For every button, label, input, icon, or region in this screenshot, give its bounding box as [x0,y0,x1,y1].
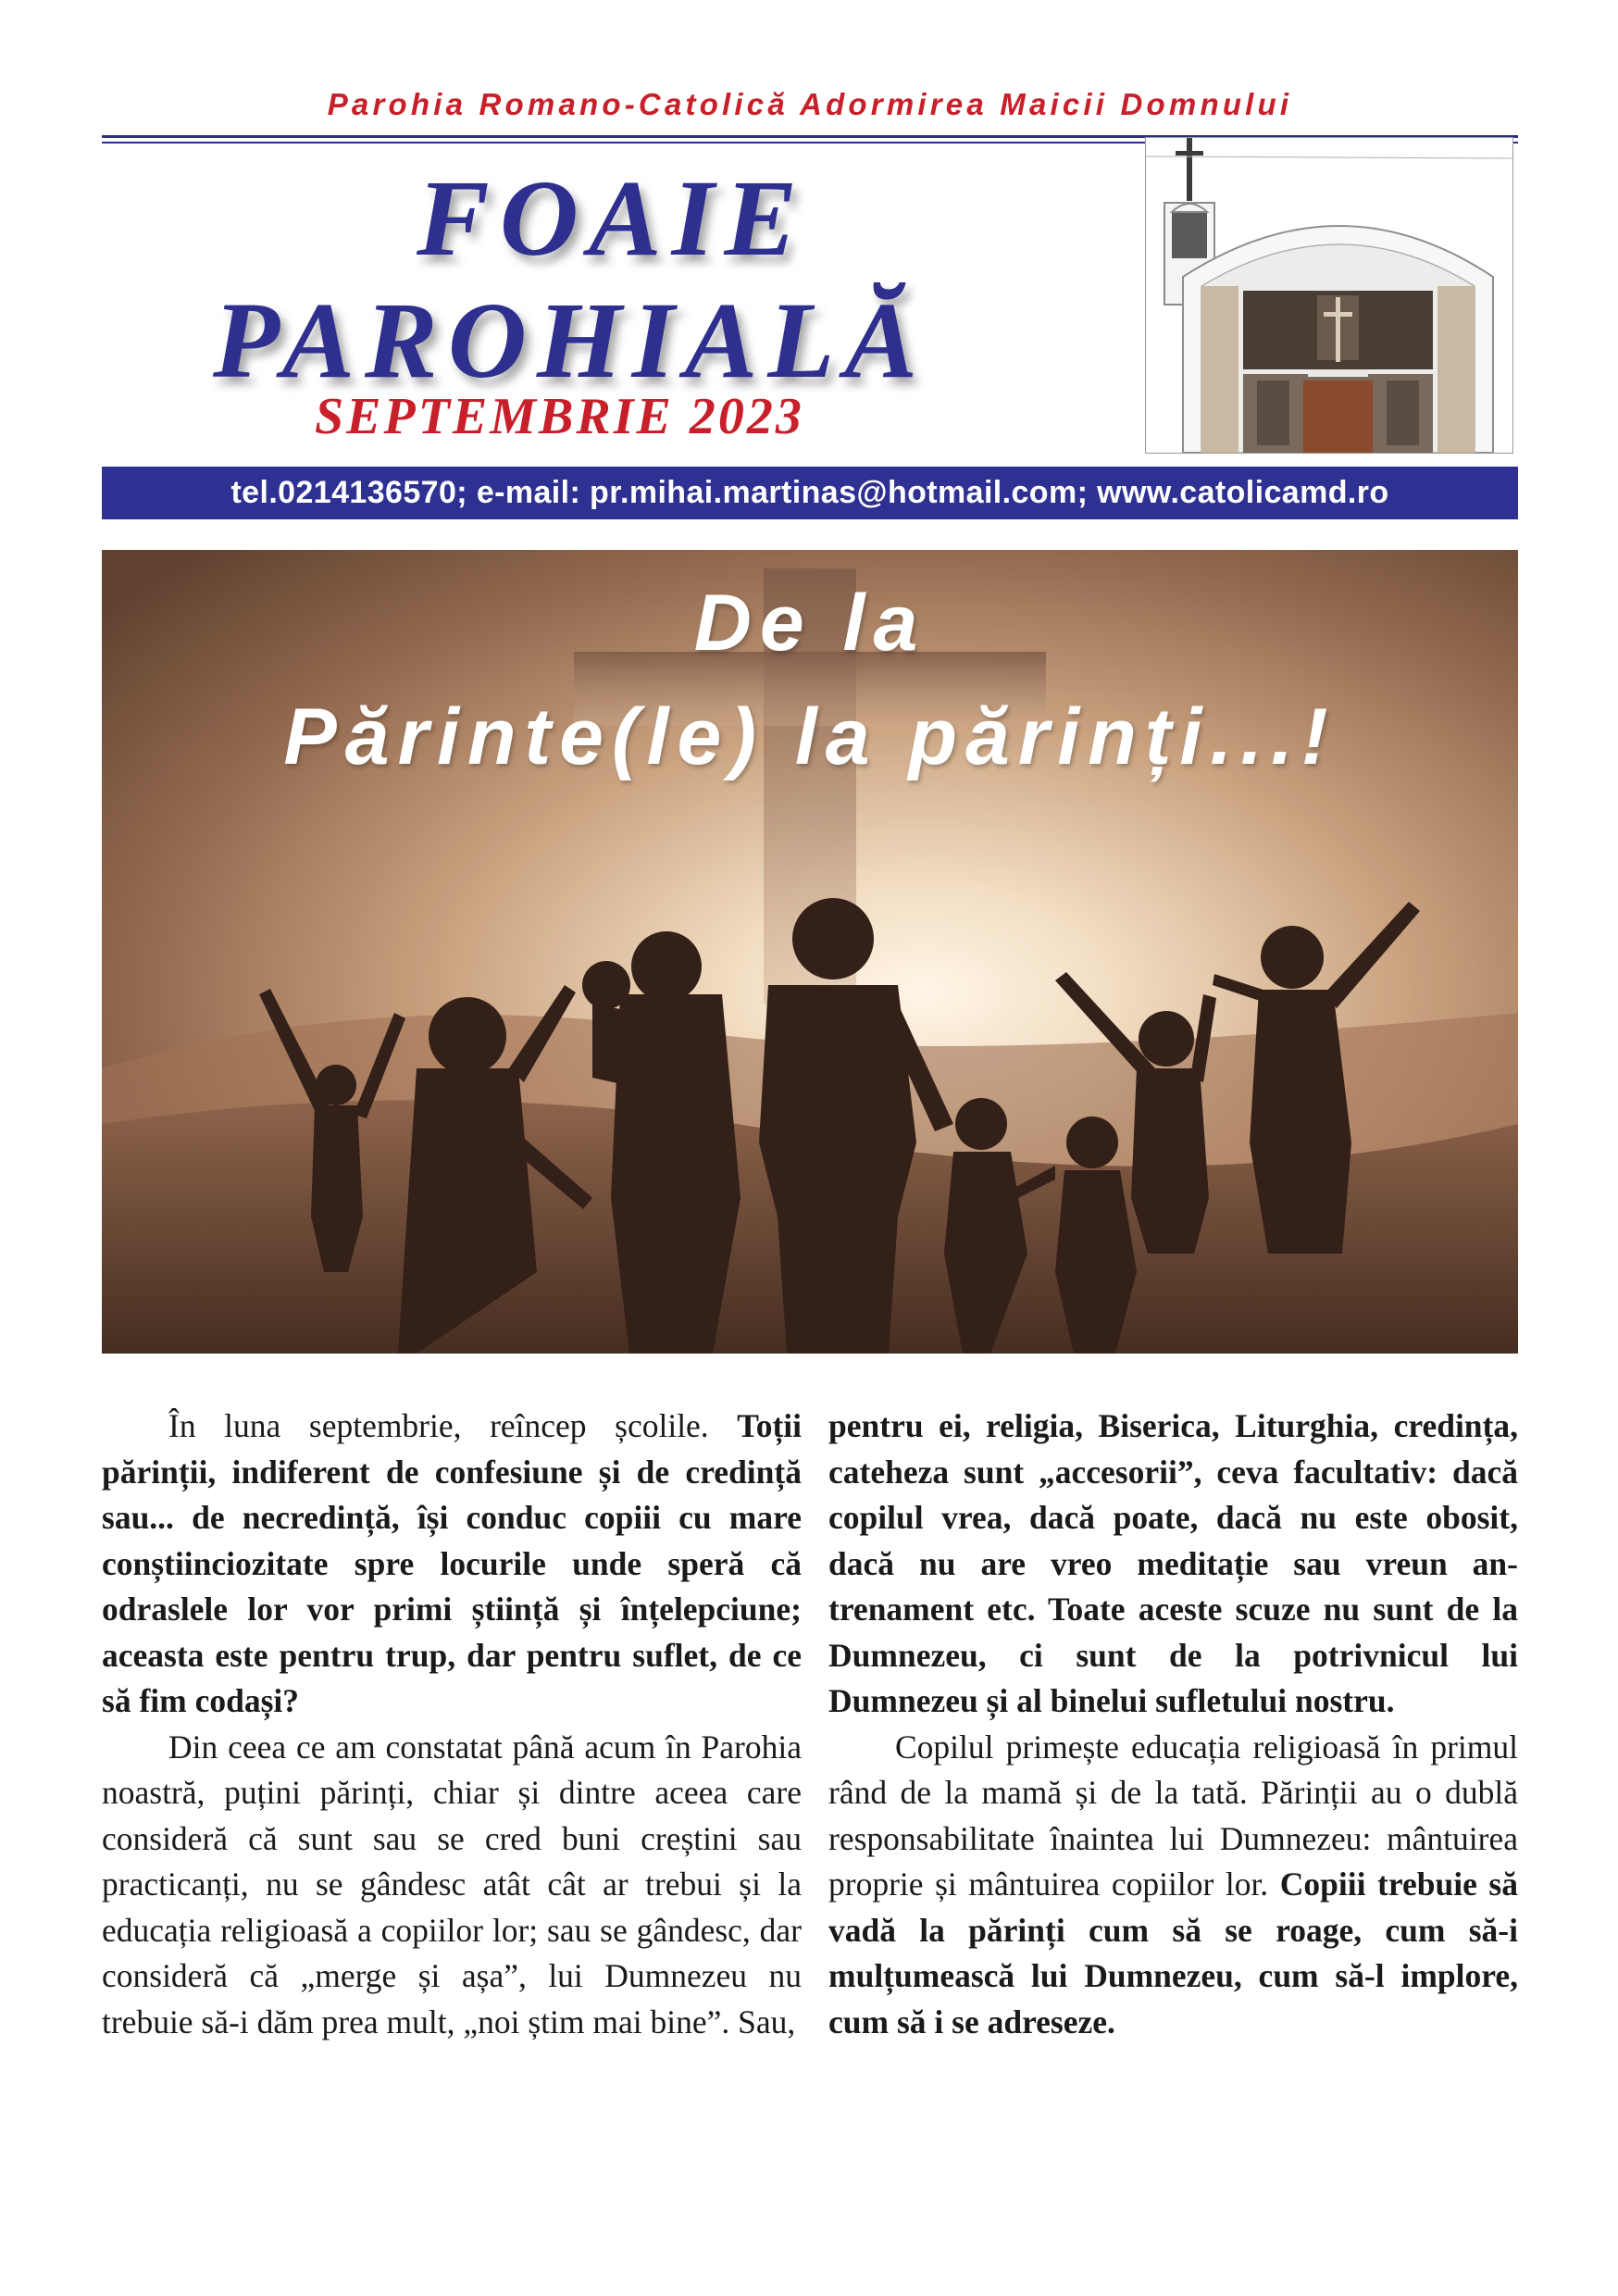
article-emphasis: Toții părinții, indiferent de confesiune și de credință sau... de necredință, își conduc copiii cu mare conștiinciozitate spre locurile unde speră că odraslele lor vor primi știință și înțelepciune; aceasta este pentru trup, dar pentru suflet, de ce să fim codași? [102,1407,802,1719]
cover-headline-line2: Părinte(le) la părinți...! [283,693,1337,781]
cover-photo [102,550,1518,1354]
masthead-title-line1: FOAIE [417,157,808,279]
issue-date: SEPTEMBRIE 2023 [315,388,804,445]
article-paragraph: Din ceea ce am constatat până acum în Parohia noastră, puțini părinți, chiar și dintre aceea care consideră că sunt sau se cred buni creștini sau practicanți, nu se gândesc atât cât ar trebui și la educația religioasă a copiilor lor; sau se gândesc, dar consideră că „merge și așa”, lui Dumnezeu nu trebuie să-i dăm prea mult, „noi știm mai bine”. Sau, [102,1728,802,2040]
article-column-left [102,1404,802,2045]
cover-headline-line1: De la [693,579,927,668]
parish-name: Parohia Romano-Catolică Adormirea Maicii Domnului [327,87,1293,121]
masthead-title-line2: PAROHIALĂ [213,280,928,401]
cover-illustration [102,550,1518,1354]
article-paragraph [828,1404,1518,1725]
article-column-right [828,1404,1518,2045]
article-emphasis: Copiii trebuie să vadă la părinți cum să se roage, cum să-i mulțumească lui Dumnezeu, cum să-l implore, cum să i se adreseze. [828,1866,1518,2040]
article-paragraph: Copilul primește educația religioasă în primul rând de la mamă și de la tată. Părinții au o dublă responsabilitate înaintea lui Dumnezeu: mântuirea proprie și mântuirea copiilor lor. Copiii trebuie să vadă la părinți cum să se roage, cum să-i mulțumească lui Dumnezeu, cum să-l implore, cum să i se adreseze. [828,1728,1518,2040]
article-paragraph: În luna septembrie, reîncep școlile. Toții părinții, indiferent de confesiune și de credință sau... de necredință, își conduc copiii cu mare conștiinciozitate spre locurile unde speră că odraslele lor vor primi știință și înțelepciune; aceasta este pentru trup, dar pentru suflet, de ce să fim codași? [102,1407,802,1719]
contact-bar: tel.0214136570; e-mail: pr.mihai.martinas@hotmail.com; www.catolicamd.ro [102,467,1518,519]
church-photo [1145,137,1513,454]
article-emphasis: pentru ei, religia, Biserica, Liturghia, credința, cateheza sunt „accesorii”, ceva facultativ: dacă copilul vrea, dacă poate, dacă nu este obosit, dacă nu are vreo meditație sau vreun antrenament etc. Toate aceste scuze nu sunt de la Dumnezeu, ci sunt de la potrivnicul lui Dumnezeu și al binelui sufletului nostru. [828,1407,1518,1719]
